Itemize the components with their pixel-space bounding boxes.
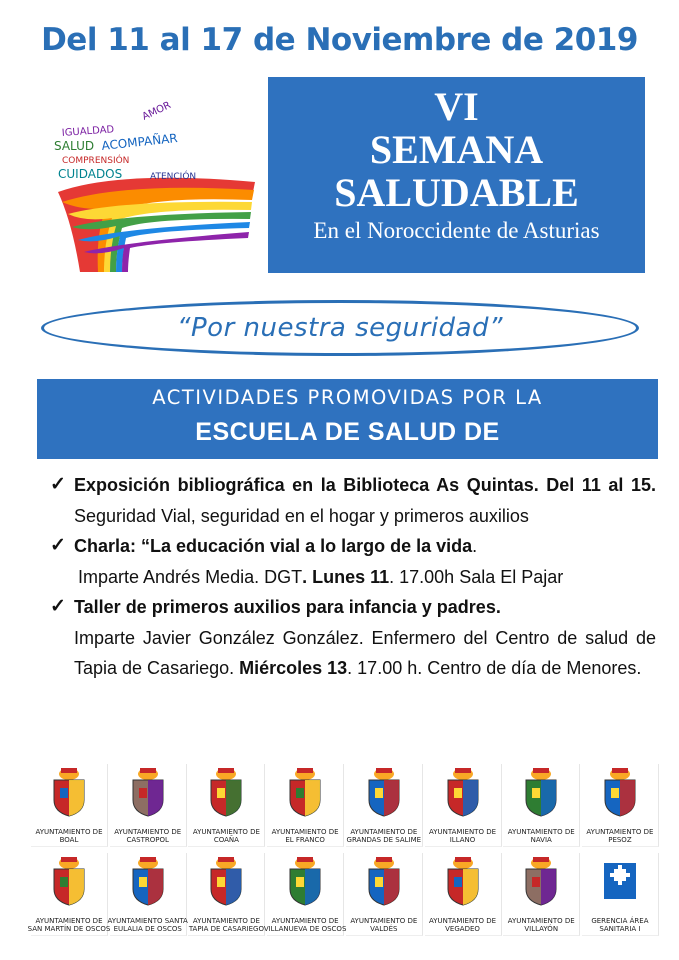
sponsor-logo: [267, 764, 344, 847]
banner-line-2: ESCUELA DE SALUD DE: [195, 418, 500, 446]
sponsor-label-line2: VILLANUEVA DE OSCOS: [263, 925, 347, 933]
coat-of-arms-icon: [285, 855, 325, 907]
sponsor-label: [263, 828, 347, 844]
activity-detail-speaker: Imparte Javier González González. Enfermero del Centro de salud de Tapia de Casariego.: [74, 627, 656, 678]
sponsor-label-line1: AYUNTAMIENTO DE: [192, 828, 260, 836]
sponsor-logo: [107, 853, 188, 936]
event-date-heading: Del 11 al 17 de Noviembre de 2019: [41, 22, 638, 58]
coat-of-arms-icon: [128, 855, 168, 907]
sponsor-label-line2: VEGADEO: [445, 925, 480, 933]
coat-of-arms-icon: [206, 766, 246, 818]
sponsor-logo: [31, 764, 108, 847]
coat-of-arms-icon: [521, 855, 561, 907]
sponsor-logo: [582, 764, 659, 847]
sponsor-label: [184, 828, 268, 844]
sponsor-logo: [503, 764, 580, 847]
sponsor-label: [578, 828, 662, 844]
sponsor-logo: [346, 853, 423, 936]
sponsor-logo: [188, 764, 265, 847]
logo-word-amor: AMOR: [140, 99, 173, 123]
sponsor-label-line1: AYUNTAMIENTO DE: [192, 917, 260, 925]
activity-detail-day: Miércoles 13: [239, 658, 348, 678]
activity-detail: Seguridad Vial, seguridad en el hogar y primeros auxilios: [74, 505, 529, 526]
activity-detail-speaker: Imparte Andrés Media. DGT: [78, 566, 303, 587]
activity-item: [50, 531, 656, 562]
activity-item: [50, 592, 656, 623]
sponsor-logo: [425, 764, 502, 847]
sponsor-label: [263, 917, 347, 933]
sponsor-label-line1: AYUNTAMIENTO DE: [429, 917, 497, 925]
logo-word-cuidados: CUIDADOS: [58, 167, 123, 181]
sponsor-label-line1: AYUNTAMIENTO DE: [350, 917, 418, 925]
coat-of-arms-icon: [49, 766, 89, 818]
sponsor-label-line2: SAN MARTÍN DE OSCOS: [27, 925, 111, 933]
sponsor-label-line2: TAPIA DE CASARIEGO: [188, 925, 264, 933]
banner-line-1: ACTIVIDADES PROMOVIDAS POR LA: [152, 386, 543, 409]
sponsor-logo: [346, 764, 423, 847]
sponsor-label-line1: AYUNTAMIENTO DE: [114, 828, 182, 836]
sponsor-label-line1: AYUNTAMIENTO DE: [35, 917, 103, 925]
sponsor-label: [421, 917, 505, 933]
sponsor-label-line1: AYUNTAMIENTO SANTA: [107, 917, 188, 925]
logo-word-igualdad: IGUALDAD: [61, 124, 115, 139]
activity-item: [50, 470, 656, 531]
sponsor-label-line2: COAÑA: [213, 836, 239, 844]
activities-list: [50, 470, 656, 684]
sponsor-label-line2: VILLAYÓN: [524, 925, 559, 933]
activity-title: Charla: “La educación vial a lo largo de la vida: [74, 536, 473, 556]
sponsor-logo: [503, 853, 580, 936]
coat-of-arms-icon: [600, 855, 640, 907]
coat-of-arms-icon: [521, 766, 561, 818]
sponsor-logo: [582, 853, 659, 936]
checkmark-icon: ✓: [50, 596, 66, 617]
checkmark-icon: ✓: [50, 535, 66, 556]
coat-of-arms-icon: [285, 766, 325, 818]
sponsor-label-line1: AYUNTAMIENTO DE: [271, 828, 339, 836]
sponsor-label-line1: AYUNTAMIENTO DE: [429, 828, 497, 836]
sponsor-label-line1: AYUNTAMIENTO DE: [586, 828, 654, 836]
sponsor-label-line1: AYUNTAMIENTO DE: [35, 828, 103, 836]
sponsor-label: [106, 828, 190, 844]
title-subtitle: En el Noroccidente de Asturias: [313, 218, 600, 243]
sponsor-label-line2: SANITARIA I: [599, 925, 641, 933]
sponsor-label-line2: PESOZ: [608, 836, 632, 844]
activity-detail: [50, 562, 656, 593]
coat-of-arms-icon: [49, 855, 89, 907]
sponsor-label: [499, 917, 583, 933]
sponsor-label-line2: EULALIA DE OSCOS: [113, 925, 182, 933]
sponsor-row-1: [31, 764, 659, 847]
sponsor-label: [342, 917, 426, 933]
sponsor-label: [578, 917, 662, 933]
activity-detail: [50, 623, 656, 684]
activity-detail-place: . 17.00h Sala El Pajar: [389, 566, 564, 587]
activity-title: Exposición bibliográfica en la Biblioteca As Quintas. Del 11 al 15.: [74, 475, 656, 495]
sponsor-logo: [110, 764, 187, 847]
logo-word-comprension: COMPRENSIÓN: [62, 156, 130, 166]
slogan-text: “Por nuestra seguridad”: [177, 313, 503, 343]
sponsor-label-line1: AYUNTAMIENTO DE: [507, 828, 575, 836]
sponsor-logo: [425, 853, 502, 936]
semana-saludable-logo: [40, 82, 265, 277]
sponsor-logo: [27, 853, 111, 936]
coat-of-arms-icon: [206, 855, 246, 907]
title-saludable: SALUDABLE: [334, 170, 579, 215]
sponsor-label: [421, 828, 505, 844]
sponsor-label-line2: BOAL: [59, 836, 79, 844]
sponsor-label-line2: GRANDAS DE SALIME: [346, 836, 422, 844]
sponsor-label: [106, 917, 190, 933]
logo-word-acompanar: ACOMPAÑAR: [100, 131, 179, 153]
activity-title-tail: .: [472, 536, 478, 556]
sponsor-label-line2: CASTROPOL: [126, 836, 169, 844]
coat-of-arms-icon: [364, 766, 404, 818]
activity-title: Taller de primeros auxilios para infancia y padres.: [74, 597, 501, 617]
sponsor-logo: [188, 853, 265, 936]
edition-number: VI: [434, 84, 479, 129]
slogan-ellipse: [41, 300, 639, 356]
sponsor-label-line1: GERENCIA ÁREA: [591, 917, 649, 925]
coat-of-arms-icon: [443, 766, 483, 818]
sponsor-label: [27, 828, 111, 844]
sponsor-label-line1: AYUNTAMIENTO DE: [507, 917, 575, 925]
sponsor-label-line2: EL FRANCO: [285, 836, 325, 844]
sponsor-label: [499, 828, 583, 844]
checkmark-icon: ✓: [50, 474, 66, 495]
sponsor-label-line1: AYUNTAMIENTO DE: [350, 828, 418, 836]
title-box: [268, 77, 645, 273]
organizer-banner: [37, 379, 658, 459]
coat-of-arms-icon: [600, 766, 640, 818]
sponsor-label-line1: AYUNTAMIENTO DE: [271, 917, 339, 925]
logo-word-salud: SALUD: [54, 139, 95, 153]
sponsor-logos: [27, 764, 659, 936]
activity-detail-day: . Lunes 11: [302, 566, 390, 587]
sponsor-label: [342, 828, 426, 844]
sponsor-label-line2: ILLANO: [449, 836, 476, 844]
coat-of-arms-icon: [443, 855, 483, 907]
sponsor-label: [184, 917, 268, 933]
activity-detail-place: . 17.00 h. Centro de día de Menores.: [347, 658, 642, 678]
sponsor-row-2: [27, 853, 659, 936]
sponsor-logo: [263, 853, 347, 936]
coat-of-arms-icon: [128, 766, 168, 818]
coat-of-arms-icon: [364, 855, 404, 907]
sponsor-label-line2: VALDÉS: [370, 925, 398, 933]
sponsor-label-line2: NAVIA: [530, 836, 552, 844]
title-semana: SEMANA: [369, 127, 544, 172]
logo-word-atencion: ATENCIÓN: [150, 172, 197, 182]
sponsor-label: [27, 917, 111, 933]
